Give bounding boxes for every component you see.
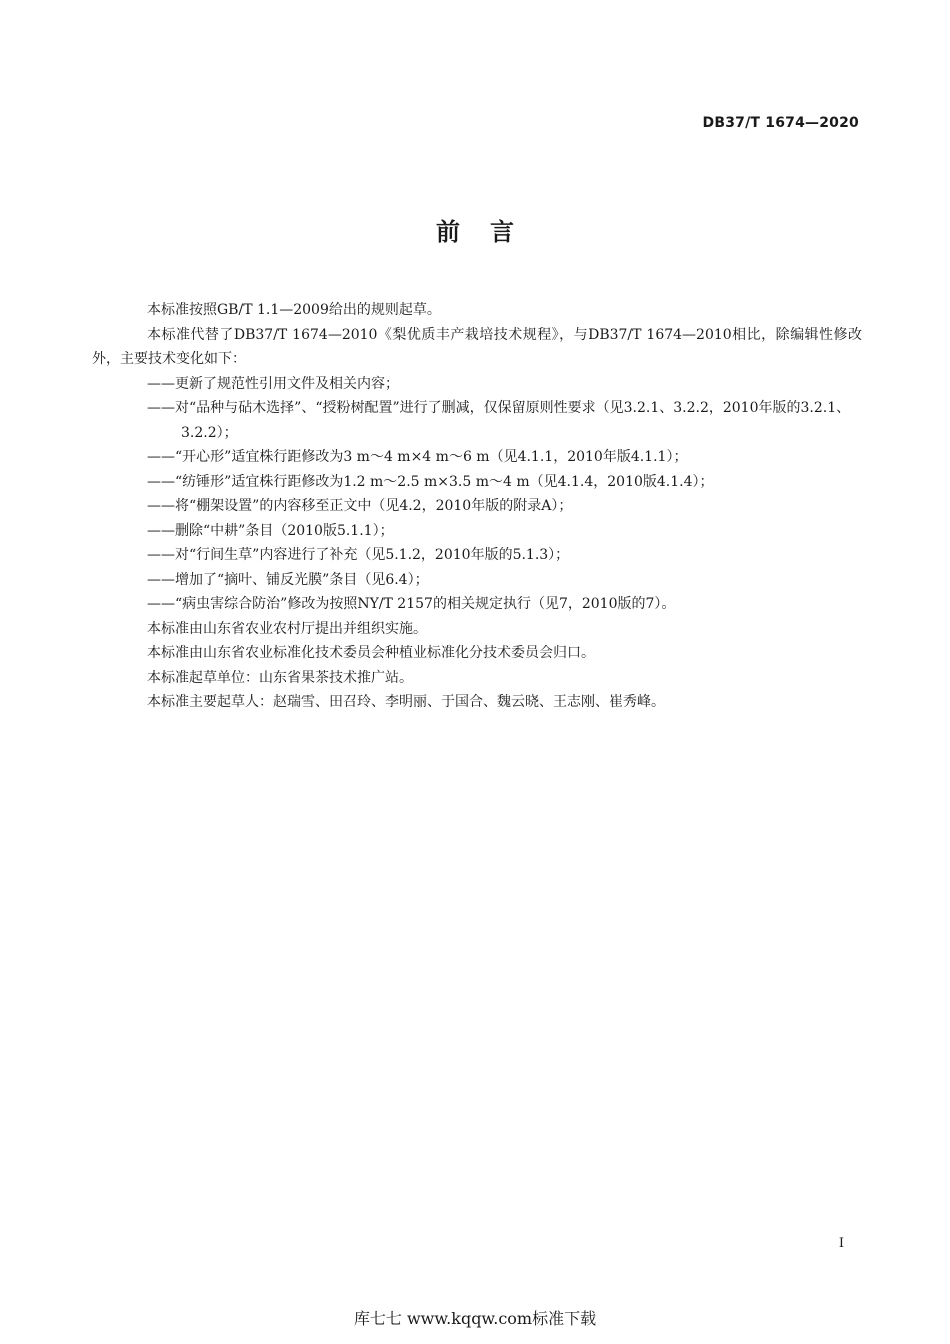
change-item: ——更新了规范性引用文件及相关内容；	[147, 375, 399, 392]
watermark-text: 库七七 www.kqqw.com标准下载	[353, 1309, 597, 1328]
paragraph-drafters: 本标准主要起草人：赵瑞雪、田召玲、李明丽、于国合、魏云晓、王志刚、崔秀峰。	[147, 694, 665, 710]
page-title: 前言	[436, 218, 544, 246]
change-item: ——增加了“摘叶、铺反光膜”条目（见6.4）；	[147, 571, 429, 588]
change-item: ——“纺锤形”适宜株行距修改为1.2 m～2.5 m×3.5 m～4 m（见4.1.4，2010版4.1.4）；	[147, 473, 714, 490]
change-item: ——对“行间生草”内容进行了补充（见5.1.2，2010年版的5.1.3）；	[147, 547, 570, 563]
paragraph-drafting-unit: 本标准起草单位：山东省果茶技术推广站。	[147, 669, 413, 686]
change-item: ——“开心形”适宜株行距修改为3 m～4 m×4 m～6 m（见4.1.1，2010年版4.1.1）；	[147, 449, 688, 465]
change-item: ——对“品种与砧木选择”、“授粉树配置”进行了删减，仅保留原则性要求（见3.2.1、3.2.2，2010年版的3.2.1、3.2.2）；	[147, 400, 851, 441]
change-item: ——将“棚架设置”的内容移至正文中（见4.2，2010年版的附录A）；	[147, 498, 573, 514]
standard-code: DB37/T 1674—2020	[702, 115, 859, 131]
paragraph-committee: 本标准由山东省农业标准化技术委员会种植业标准化分技术委员会归口。	[147, 645, 595, 661]
foreword-body	[92, 298, 862, 715]
change-item: ——删除“中耕”条目（2010版5.1.1）；	[147, 522, 394, 539]
page-number: I	[838, 1236, 844, 1251]
paragraph-drafting-rules: 本标准按照GB/T 1.1—2009给出的规则起草。	[147, 302, 441, 318]
paragraph-replacement: 本标准代替了DB37/T 1674—2010《梨优质丰产栽培技术规程》，与DB37/T 1674—2010相比，除编辑性修改外，主要技术变化如下：	[92, 326, 862, 367]
change-item: ——“病虫害综合防治”修改为按照NY/T 2157的相关规定执行（见7，2010版的7）。	[147, 596, 676, 612]
paragraph-proposer: 本标准由山东省农业农村厅提出并组织实施。	[147, 620, 427, 637]
